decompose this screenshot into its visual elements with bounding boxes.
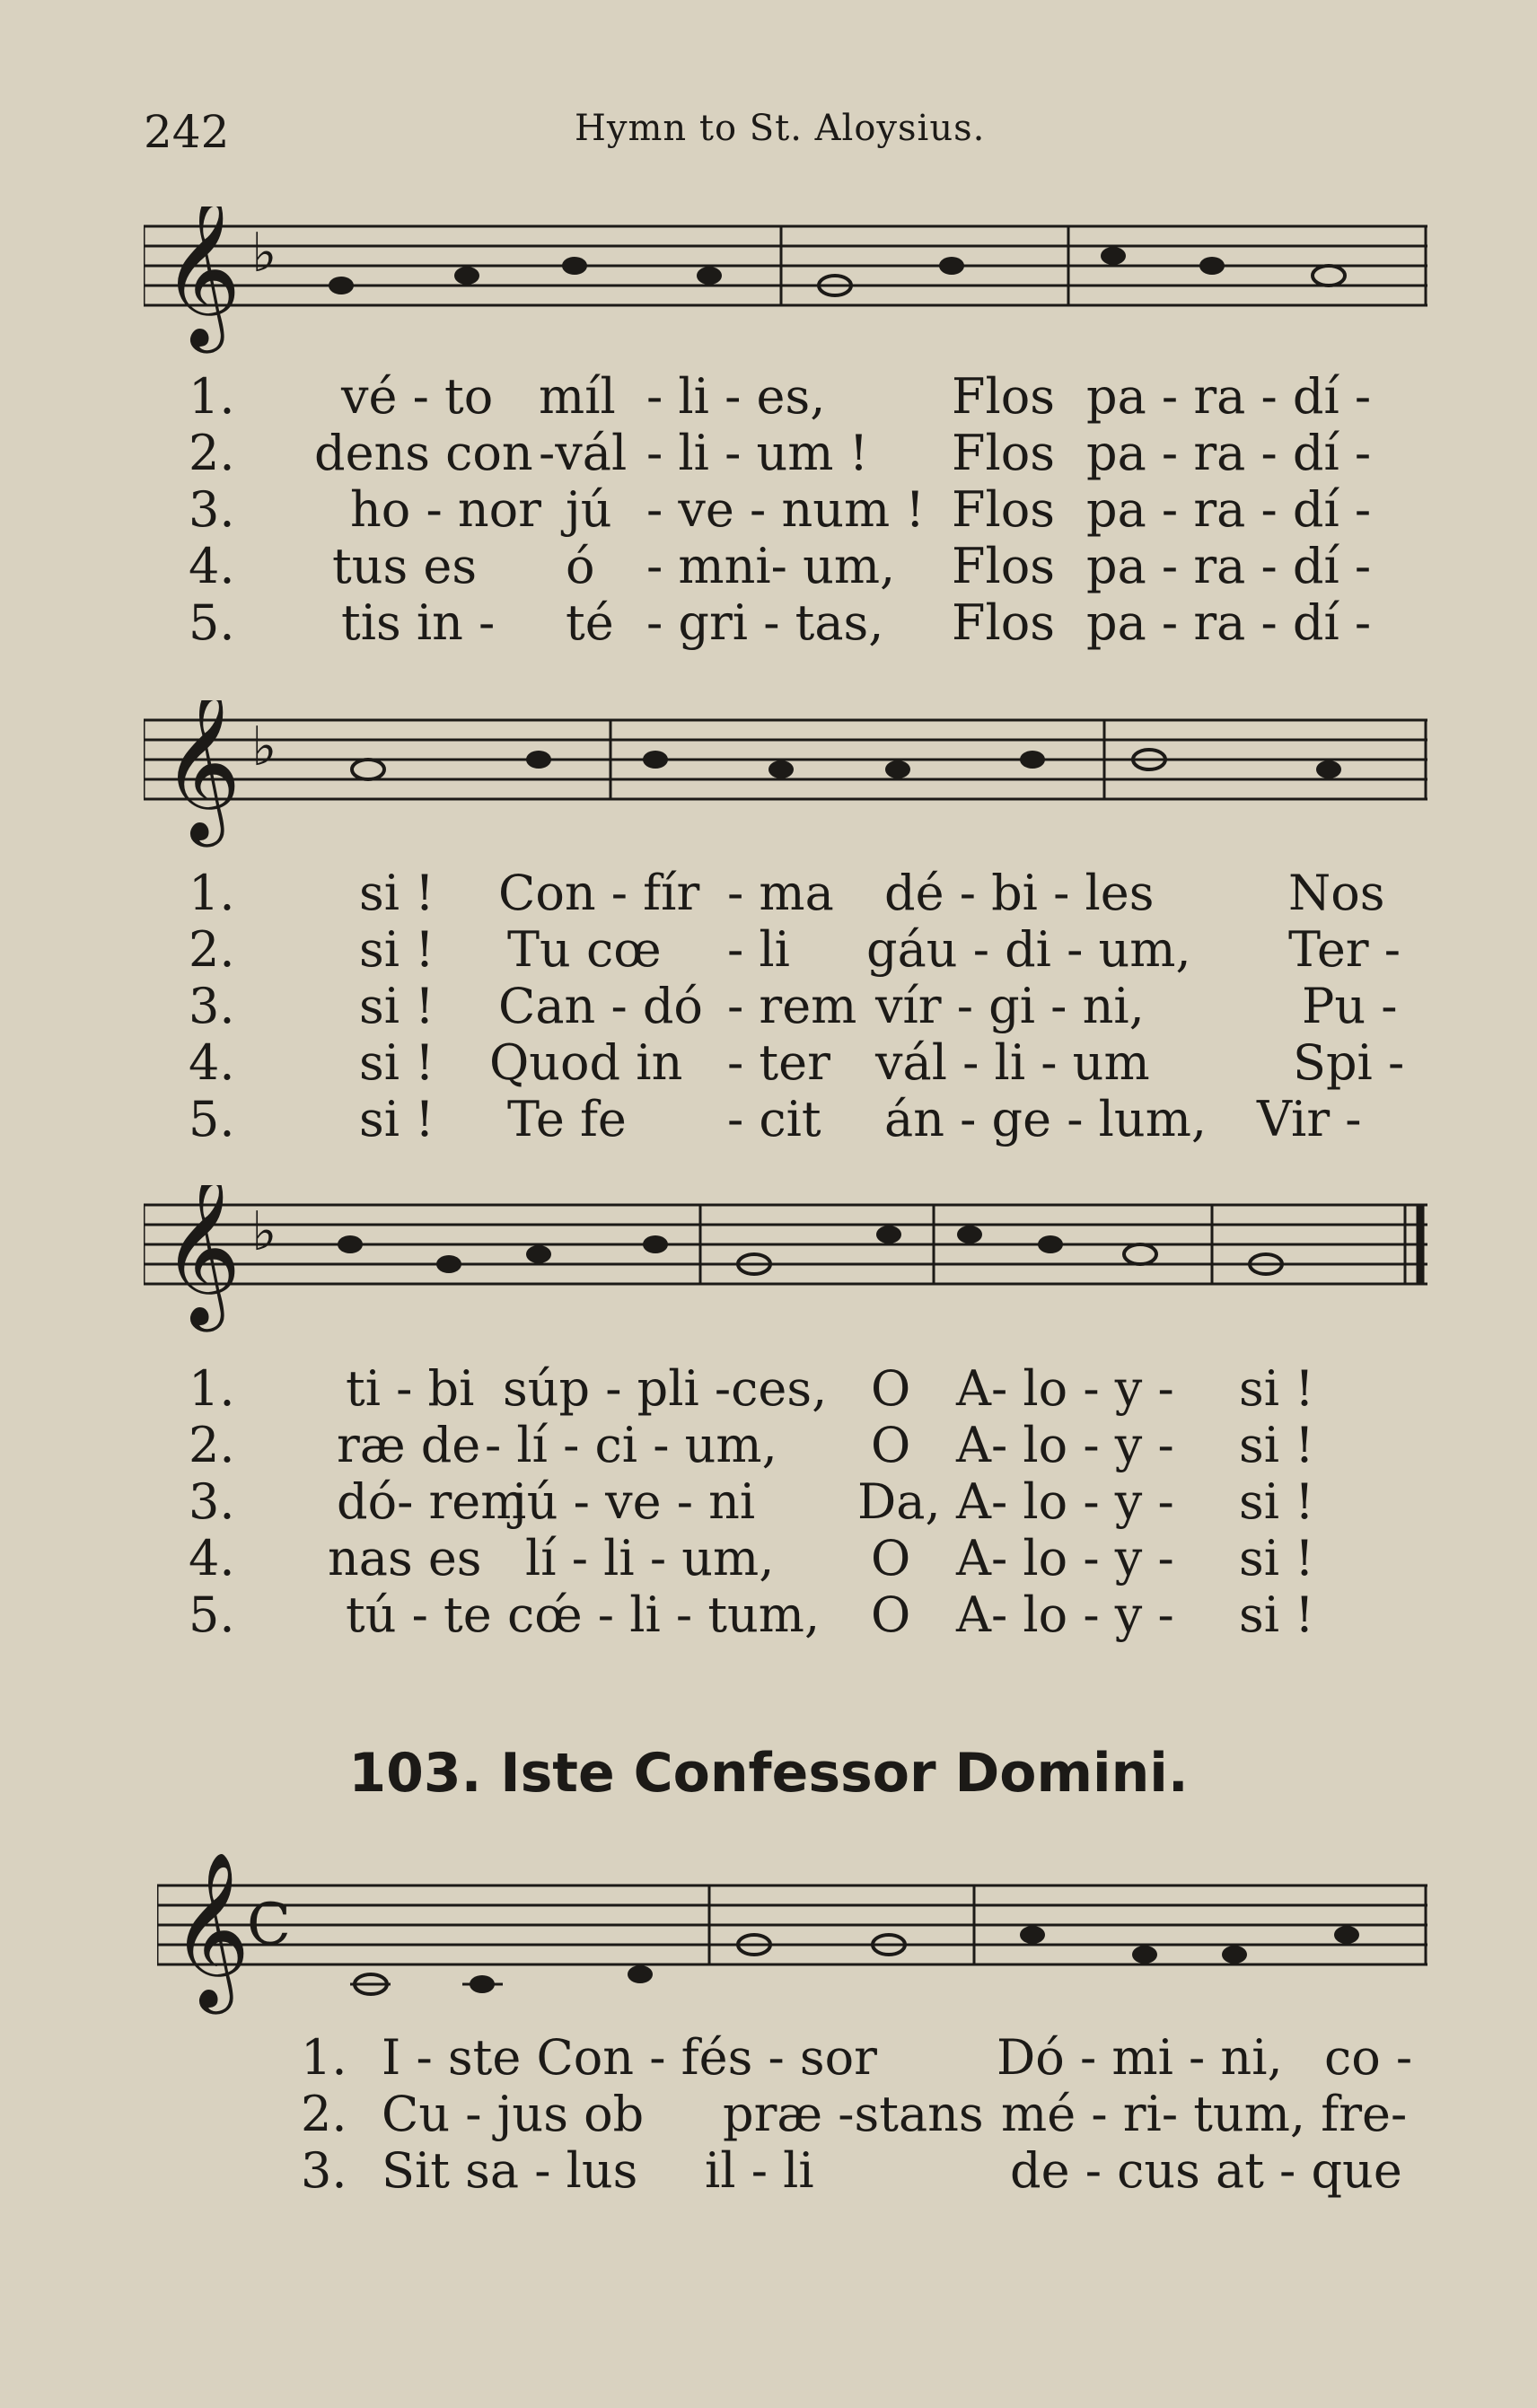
- verse-line: 1. ti - bi súp - pli -ces, O A- lo - y - si !: [189, 1360, 1314, 1417]
- verse-line: 5. si ! Te fe - cit án - ge - lum, Vir -: [189, 1091, 1362, 1147]
- verse-line: 2. si ! Tu cœ - li gáu - di - um, Ter -: [189, 921, 1401, 978]
- page-header: [144, 99, 1418, 162]
- svg-text:♭: ♭: [251, 716, 277, 778]
- staff-notation-1: [144, 207, 1427, 377]
- hymn-title: 103. Iste Confessor Domini.: [348, 1742, 1189, 1805]
- verse-line: 4. tus es ó - mni- um, Flos pa - ra - dí -: [189, 538, 1372, 594]
- verse-line: 1. si ! Con - fír - ma dé - bi - les Nos: [189, 865, 1385, 921]
- verse-line: 3. si ! Can - dó - rem vír - gi - ni, Pu -: [189, 978, 1398, 1034]
- lyrics-system-3: [189, 1360, 1445, 1643]
- music-staff-2: [144, 700, 1427, 871]
- lyrics-system-1: [189, 368, 1445, 651]
- music-staff-4: [157, 1850, 1427, 2020]
- svg-text:𝄞: 𝄞: [162, 700, 242, 840]
- svg-text:𝄞: 𝄞: [162, 207, 242, 347]
- verse-line: 4. si ! Quod in - ter vál - li - um Spi -: [189, 1034, 1405, 1091]
- music-staff-3: [144, 1185, 1427, 1356]
- verse-line: 3. dó- rem jú - ve - ni Da, A- lo - y - si !: [189, 1473, 1314, 1530]
- verse-line: 3. ho - nor jú - ve - num ! Flos pa - ra - dí -: [189, 481, 1372, 538]
- svg-text:𝄞: 𝄞: [171, 1851, 250, 2008]
- verse-line: 1. I - ste Con - fés - sor Dó - mi - ni, co -: [301, 2029, 1413, 2086]
- lyrics-system-2: [189, 865, 1445, 1147]
- verse-line: 2. Cu - jus ob præ -stans mé - ri- tum, fre-: [301, 2086, 1408, 2142]
- svg-text:𝄞: 𝄞: [162, 1185, 242, 1325]
- page-number: 242: [144, 106, 230, 158]
- staff-notation-4: [157, 1850, 1427, 2020]
- verse-line: 2. ræ de - lí - ci - um, O A- lo - y - si !: [189, 1417, 1314, 1473]
- running-title: Hymn to St. Aloysius.: [575, 108, 986, 149]
- staff-notation-2: [144, 700, 1427, 871]
- verse-line: 5. tis in - té - gri - tas, Flos pa - ra - dí -: [189, 594, 1372, 651]
- staff-notation-3: [144, 1185, 1427, 1356]
- verse-line: 1. vé - to míl - li - es, Flos pa - ra - dí -: [189, 368, 1372, 425]
- lyrics-hymn-103: [301, 2029, 1537, 2199]
- music-staff-1: [144, 207, 1427, 377]
- svg-text:♭: ♭: [251, 222, 277, 285]
- verse-line: 2. dens con -vál - li - um ! Flos pa - ra - dí -: [189, 425, 1372, 481]
- svg-text:C: C: [247, 1892, 291, 1958]
- verse-line: 3. Sit sa - lus il - li de - cus at - que: [301, 2142, 1402, 2199]
- verse-line: 4. nas es lí - li - um, O A- lo - y - si !: [189, 1530, 1314, 1586]
- verse-line: 5. tú - te cœ́ - li - tum, O A- lo - y - si !: [189, 1586, 1314, 1643]
- svg-text:♭: ♭: [251, 1200, 277, 1263]
